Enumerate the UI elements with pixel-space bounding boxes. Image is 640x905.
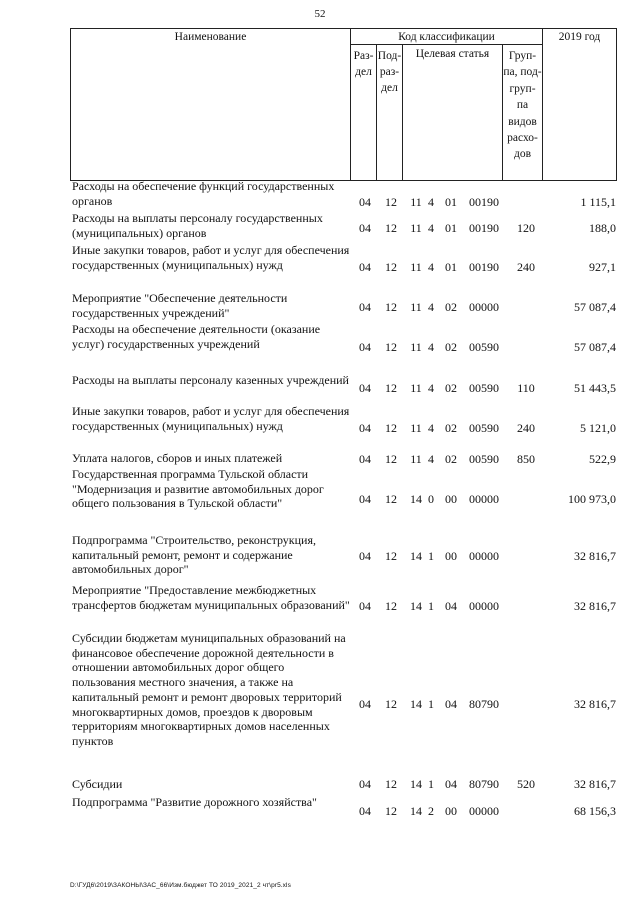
row-name: Иные закупки товаров, работ и услуг для обеспечения государственных (муниципальных) нужд xyxy=(72,243,350,272)
header-target-article: Целевая статья xyxy=(403,45,503,181)
row-name: Государственная программа Тульской области "Модернизация и развитие автомобильных дорог общего пользования в Тульской области" xyxy=(72,467,324,511)
row-program: 14 xyxy=(410,804,422,818)
row-razdel: 04 xyxy=(359,195,371,209)
row-amount: 32 816,7 xyxy=(574,549,616,563)
row-podrazdel: 12 xyxy=(385,260,397,274)
row-activity: 02 xyxy=(445,421,457,435)
row-amount: 927,1 xyxy=(589,260,616,274)
row-podrazdel: 12 xyxy=(385,421,397,435)
row-amount: 5 121,0 xyxy=(580,421,616,435)
row-podrazdel: 12 xyxy=(385,221,397,235)
row-name: Мероприятие "Предоставление межбюджетных трансфертов бюджетам муниципальных образований" xyxy=(72,583,350,612)
row-direction: 00190 xyxy=(469,195,499,209)
row-expense-type: 520 xyxy=(517,777,535,791)
row-podrazdel: 12 xyxy=(385,549,397,563)
row-direction: 00000 xyxy=(469,492,499,506)
row-razdel: 04 xyxy=(359,549,371,563)
row-subprogram: 2 xyxy=(428,804,434,818)
row-activity: 04 xyxy=(445,697,457,711)
row-podrazdel: 12 xyxy=(385,340,397,354)
row-program: 14 xyxy=(410,599,422,613)
row-razdel: 04 xyxy=(359,492,371,506)
row-program: 11 xyxy=(410,381,422,395)
row-program: 11 xyxy=(410,421,422,435)
row-direction: 00000 xyxy=(469,804,499,818)
row-program: 11 xyxy=(410,221,422,235)
row-activity: 01 xyxy=(445,195,457,209)
row-amount: 32 816,7 xyxy=(574,599,616,613)
row-subprogram: 4 xyxy=(428,421,434,435)
row-program: 14 xyxy=(410,697,422,711)
row-program: 14 xyxy=(410,492,422,506)
row-expense-type: 240 xyxy=(517,260,535,274)
row-program: 11 xyxy=(410,195,422,209)
row-expense-type: 240 xyxy=(517,421,535,435)
row-activity: 02 xyxy=(445,452,457,466)
row-podrazdel: 12 xyxy=(385,777,397,791)
row-name: Уплата налогов, сборов и иных платежей xyxy=(72,451,283,465)
row-subprogram: 1 xyxy=(428,549,434,563)
row-subprogram: 1 xyxy=(428,697,434,711)
row-razdel: 04 xyxy=(359,300,371,314)
row-direction: 80790 xyxy=(469,697,499,711)
row-podrazdel: 12 xyxy=(385,804,397,818)
row-direction: 80790 xyxy=(469,777,499,791)
row-amount: 68 156,3 xyxy=(574,804,616,818)
row-direction: 00190 xyxy=(469,221,499,235)
row-program: 14 xyxy=(410,549,422,563)
row-activity: 00 xyxy=(445,492,457,506)
row-program: 11 xyxy=(410,340,422,354)
row-podrazdel: 12 xyxy=(385,300,397,314)
row-amount: 57 087,4 xyxy=(574,340,616,354)
row-subprogram: 4 xyxy=(428,300,434,314)
row-activity: 02 xyxy=(445,381,457,395)
row-expense-type: 120 xyxy=(517,221,535,235)
row-podrazdel: 12 xyxy=(385,492,397,506)
row-direction: 00590 xyxy=(469,340,499,354)
row-amount: 51 443,5 xyxy=(574,381,616,395)
row-name: Субсидии бюджетам муниципальных образований на финансовое обеспечение дорожной деятельности в отношении автомобильных дорог общего пользования местного значения, а также на капитальный ремонт и ремонт дворовых территорий многоквартирных домов, проездов к дворовым территориям многоквартирных домов населенных пунктов xyxy=(72,631,346,748)
row-name: Подпрограмма "Развитие дорожного хозяйства" xyxy=(72,795,317,809)
row-podrazdel: 12 xyxy=(385,195,397,209)
row-direction: 00000 xyxy=(469,599,499,613)
row-subprogram: 4 xyxy=(428,381,434,395)
header-name: Наименование xyxy=(71,29,351,181)
row-subprogram: 4 xyxy=(428,260,434,274)
row-podrazdel: 12 xyxy=(385,452,397,466)
row-expense-type: 110 xyxy=(517,381,535,395)
row-podrazdel: 12 xyxy=(385,381,397,395)
header-year: 2019 год xyxy=(543,29,617,181)
row-program: 11 xyxy=(410,300,422,314)
row-amount: 100 973,0 xyxy=(568,492,616,506)
row-name: Иные закупки товаров, работ и услуг для обеспечения государственных (муниципальных) нужд xyxy=(72,404,350,433)
row-subprogram: 4 xyxy=(428,221,434,235)
row-activity: 02 xyxy=(445,340,457,354)
row-subprogram: 4 xyxy=(428,340,434,354)
row-amount: 188,0 xyxy=(589,221,616,235)
row-subprogram: 4 xyxy=(428,195,434,209)
row-amount: 57 087,4 xyxy=(574,300,616,314)
page-number: 52 xyxy=(314,8,326,20)
row-amount: 1 115,1 xyxy=(580,195,616,209)
row-activity: 00 xyxy=(445,804,457,818)
row-razdel: 04 xyxy=(359,221,371,235)
row-direction: 00590 xyxy=(469,452,499,466)
row-name: Мероприятие "Обеспечение деятельности государственных учреждений" xyxy=(72,291,288,320)
row-expense-type: 850 xyxy=(517,452,535,466)
row-name: Расходы на выплаты персоналу казенных учреждений xyxy=(72,373,349,387)
row-podrazdel: 12 xyxy=(385,599,397,613)
row-direction: 00590 xyxy=(469,381,499,395)
row-subprogram: 1 xyxy=(428,599,434,613)
row-direction: 00000 xyxy=(469,549,499,563)
row-name: Расходы на выплаты персоналу государственных (муниципальных) органов xyxy=(72,211,323,240)
row-name: Субсидии xyxy=(72,777,123,791)
row-name: Подпрограмма "Строительство, реконструкция, капитальный ремонт, ремонт и содержание автомобильных дорог" xyxy=(72,533,316,577)
row-activity: 00 xyxy=(445,549,457,563)
row-subprogram: 0 xyxy=(428,492,434,506)
row-amount: 32 816,7 xyxy=(574,697,616,711)
row-amount: 522,9 xyxy=(589,452,616,466)
row-name: Расходы на обеспечение деятельности (оказание услуг) государственных учреждений xyxy=(72,322,321,351)
row-subprogram: 1 xyxy=(428,777,434,791)
header-classification-code: Код классификации xyxy=(351,29,543,45)
row-podrazdel: 12 xyxy=(385,697,397,711)
header-podrazdel: Под- раз- дел xyxy=(377,45,403,181)
row-amount: 32 816,7 xyxy=(574,777,616,791)
row-name: Расходы на обеспечение функций государственных органов xyxy=(72,179,335,208)
file-path-footer: D:\ГУД6\2019\ЗАКОНЫ\ЗАС_66\Изм.бюджет ТО 2019_2021_2 чт\pr5.xls xyxy=(70,882,291,889)
row-direction: 00000 xyxy=(469,300,499,314)
row-razdel: 04 xyxy=(359,452,371,466)
row-program: 11 xyxy=(410,260,422,274)
row-razdel: 04 xyxy=(359,260,371,274)
row-razdel: 04 xyxy=(359,697,371,711)
row-activity: 02 xyxy=(445,300,457,314)
row-razdel: 04 xyxy=(359,804,371,818)
row-direction: 00590 xyxy=(469,421,499,435)
row-program: 14 xyxy=(410,777,422,791)
row-razdel: 04 xyxy=(359,421,371,435)
row-activity: 04 xyxy=(445,777,457,791)
row-razdel: 04 xyxy=(359,381,371,395)
row-razdel: 04 xyxy=(359,340,371,354)
row-razdel: 04 xyxy=(359,777,371,791)
row-activity: 04 xyxy=(445,599,457,613)
header-razdel: Раз- дел xyxy=(351,45,377,181)
row-razdel: 04 xyxy=(359,599,371,613)
header-expense-group: Груп- па, под- груп- па видов расхо- дов xyxy=(503,45,543,181)
row-program: 11 xyxy=(410,452,422,466)
row-direction: 00190 xyxy=(469,260,499,274)
row-activity: 01 xyxy=(445,260,457,274)
row-activity: 01 xyxy=(445,221,457,235)
row-subprogram: 4 xyxy=(428,452,434,466)
